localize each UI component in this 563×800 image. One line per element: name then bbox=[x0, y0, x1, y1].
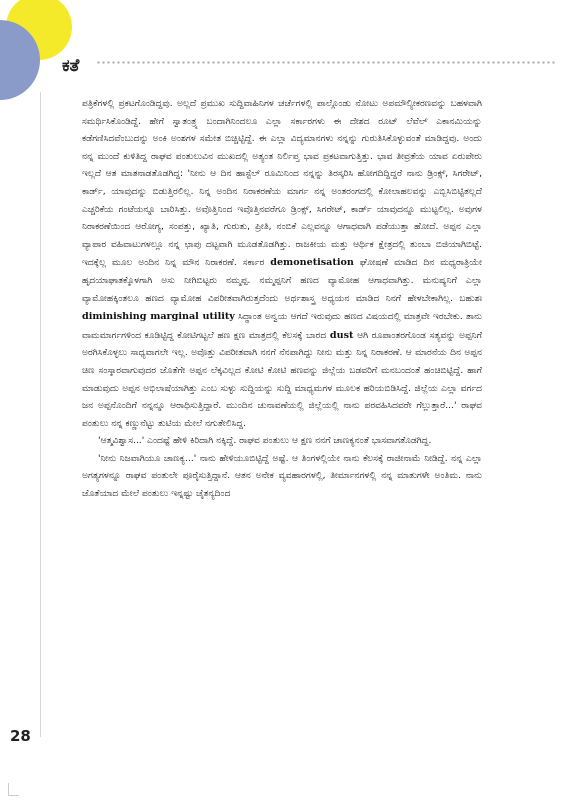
section-title: ಕತೆ bbox=[62, 56, 80, 76]
english-term: diminishing marginal utility bbox=[82, 311, 235, 323]
text-run: ಪತ್ರಿಕೆಗಳಲ್ಲಿ ಪ್ರಕಟಗೊಂಡಿದ್ದವು. ಅಲ್ಲದೆ ಪ್ರಮುಖ ಸುದ್ದಿವಾಹಿನಿಗಳ ಚರ್ಚೆಗಳಲ್ಲಿ ಪಾಲ್ಗೊಂಡು ನೋಟು ಅಪಮೌಲ್ಯೀಕರಣವನ್ನು ಬಹಳವಾಗಿ ಸಮರ್ಥಿಸಿಕೊಂಡಿದ್ದೆ. ಹೇಗೆ ಸ್ವಾತಂತ್ರ್ಯ ಬಂದಾಗಿನಿಂದಲೂ ಎಲ್ಲಾ ಸರ್ಕಾರಗಳು ಈ ದೇಶದ ರೂಟ್ ಲೆವೆಲ್ ಎಕಾನಮಿಯನ್ನು ಕಡೆಗಣಿಸಿದವೆಂಬುದನ್ನು ಅಂಕಿ ಅಂಶಗಳ ಸಮೇತ ಬಿಚ್ಚಿಟ್ಟಿದ್ದೆ. ಈ ಎಲ್ಲಾ ವಿದ್ಯಮಾನಗಳು ನನ್ನನ್ನು ಗುರುತಿಸಿಕೊಳ್ಳುವಂತೆ ಮಾಡಿದ್ದವು. ಅಂದು ನನ್ನ ಮುಂದೆ ಕುಳಿತಿದ್ದ ರಾಘವ ಪಂತುಲುವಿನ ಮುಖದಲ್ಲಿ ಅತ್ಯಂತ ನಿರ್ಲಿಪ್ತ ಭಾವ ಪ್ರಕಟವಾಗುತ್ತಿತ್ತು. ಭಾವ ತೀವ್ರತೆಯ ಯಾವ ಏರುಪೇರು ಇಲ್ಲದೆ ಆತ ಮಾತನಾಡತೊಡಗಿದ್ದ: 'ನೀನು ಆ ದಿನ ಹಾಸ್ಟೆಲ್ ರೂಮಿನಿಂದ ನನ್ನನ್ನು ತಿರಸ್ಕರಿಸಿ ಹೋಗದಿದ್ದಿದ್ದರೆ ನಾನು ಡ್ರಿಂಕ್ಸ್, ಸಿಗರೇಟ್, ಕಾರ್ಡ್, ಯಾವುದನ್ನು ಬಿಡುತ್ತಿರಲಿಲ್ಲ. ನಿನ್ನ ಅಂದಿನ ನಿರಾಕರಣೆಯ ಮಾರ್ಗ ನನ್ನ ಅಂತರಂಗದಲ್ಲಿ ಕೋಲಾಹಲವನ್ನು ಎಬ್ಬಿಸಿಬಿಟ್ಟಿತಲ್ಲದೆ ಎಚ್ಚರಿಕೆಯ ಗಂಟೆಯನ್ನೂ ಬಾರಿಸಿತ್ತು. ಅವೊತ್ತಿನಿಂದ ಇವೊತ್ತಿನವರೆಗೂ ಡ್ರಿಂಕ್ಸ್, ಸಿಗರೇಟ್, ಕಾರ್ಡ್ ಯಾವುದನ್ನೂ ಮುಟ್ಟಲಿಲ್ಲ. ಅವುಗಳ ನಿರಾಕರಣೆಯಿಂದ ಆರೋಗ್ಯ, ಸಂಪತ್ತು, ಖ್ಯಾತಿ, ಗುರುತು, ಪ್ರೀತಿ, ನಂಬಿಕೆ ಎಲ್ಲವನ್ನೂ ಆಗಾಧವಾಗಿ ಪಡೆಯುತ್ತಾ ಹೋದೆ. ಅಪ್ಪನ ಎಲ್ಲಾ ವ್ಯಾಪಾರ ವಹಿವಾಟುಗಳಲ್ಲೂ ನನ್ನ ಛಾಪು ದಟ್ಟವಾಗಿ ಮೂಡತೊಡಗಿತ್ತು. ರಾಜಕೀಯ ಮತ್ತು ಆರ್ಥಿಕ ಕ್ಷೇತ್ರದಲ್ಲಿ ತುಂಬಾ ಬಿಜಿಯಾಗಿಬಿಟ್ಟೆ. ಇದಕ್ಕೆಲ್ಲ ಮೂಲ ಅಂದಿನ ನಿನ್ನ ಮೌನ ನಿರಾಕರಣೆ. ಸರ್ಕಾರ bbox=[82, 99, 482, 269]
text-run: 'ನೀನು ನಿಜವಾಗಿಯೂ ಚಾಣಕ್ಯ...' ನಾನು ಹೇಳಿಯೂಬಿಟ್ಟಿದ್ದೆ ಅಷ್ಟೆ. ಆ ತಿಂಗಳಲ್ಲಿಯೇ ನಾನು ಕೆಲಸಕ್ಕೆ ರಾಜೀನಾಮೆ ನೀಡಿದ್ದೆ. ನನ್ನ ಎಲ್ಲಾ ಅಗತ್ಯಗಳನ್ನೂ ರಾಘವ ಪಂತುಲೇ ಪೂರೈಸುತ್ತಿದ್ದಾನೆ. ಆತನ ಅನೇಕ ವ್ಯವಹಾರಗಳಲ್ಲಿ, ತೀರ್ಮಾನಗಳಲ್ಲಿ ನನ್ನ ಮಾತುಗಳೇ ಅಂತಿಮ. ನಾನು ಜೊತೆಯಾದ ಮೇಲೆ ಪಂತುಲು ಇನ್ನಷ್ಟು ಚೈತನ್ಯದಿಂದ bbox=[82, 453, 482, 500]
paragraph bbox=[82, 433, 482, 451]
english-term: demonetisation bbox=[270, 257, 354, 269]
paragraph bbox=[82, 451, 482, 504]
text-run: ಆಗಿ ರೂಪಾಂತರಗೊಂಡ ಸತ್ಯವನ್ನು ಅಪ್ಪನಿಗೆ ಅರಗಿಸಿಕೊಳ್ಳಲು ಸಾಧ್ಯವಾಗಲೇ ಇಲ್ಲ. ಅವೊತ್ತು ವಿಪರೀತವಾಗಿ ನನಗೆ ನೆನಪಾಗಿದ್ದು ನೀನು ಮತ್ತು ನಿನ್ನ ನಿರಾಕರಣೆ. ಆ ಮಾರನೆಯ ದಿನ ಅಪ್ಪನ ಚಿಣ ಸಂಸ್ಕಾರವಾಗುವುದರ ಜೊತೆಗೇ ಅಪ್ಪನ ಲೆಕ್ಕವಿಲ್ಲದ ಕೋಟಿ ಕೋಟಿ ಹಣವನ್ನು ಜಿಲ್ಲೆಯ ಬಡವರಿಗೆ ಮನಬಂದಂತೆ ಹಂಚಿಬಿಟ್ಟಿದ್ದೆ. ಹಾಗೆ ಮಾಡುವುದು ಅಪ್ಪನ ಅಭಿಲಾಷೆಯಾಗಿತ್ತು ಎಂಬ ಸುಳ್ಳು ಸುದ್ದಿಯನ್ನು ಸುದ್ದಿ ಮಾಧ್ಯಮಗಳ ಮೂಲಕ ಹರಿಯಬಿಡಿಸಿದ್ದೆ. ಜಿಲ್ಲೆಯ ಎಲ್ಲಾ ವರ್ಗದ ಜನ ಅಪ್ಪನೊಂದಿಗೆ ನನ್ನನ್ನೂ ಆರಾಧಿಸುತ್ತಿದ್ದಾರೆ. ಮುಂದಿನ ಚುನಾವಣೆಯಲ್ಲಿ ಜಿಲ್ಲೆಯಲ್ಲಿ ನಾನು ಪರವಹಿಸಿದವರೇ ಗೆಲ್ಲುತ್ತಾರೆ...' ರಾಘವ ಪಂತುಲು ನನ್ನ ಕಣ್ಣುನೆಟ್ಟು ತುಟಿಯ ಮೇಲೆ ನಗುತೇಲಿಸಿದ್ದ. bbox=[82, 330, 482, 429]
english-term: dust bbox=[329, 329, 354, 341]
page-number: 28 bbox=[10, 727, 31, 745]
header-dotted-rule bbox=[96, 61, 557, 64]
text-run: 'ಆತ್ಮವಿಶ್ವಾಸ...' ಎಂದಷ್ಟೆ ಹೇಳಿ ಕಿರಿದಾಗಿ ನಕ್ಕಿದ್ದೆ. ರಾಘವ ಪಂತುಲು ಆ ಕ್ಷಣ ನನಗೆ ಚಾಣಕ್ಯನಂತೆ ಭಾಸವಾಗತೊಡಗಿದ್ದ. bbox=[98, 436, 432, 447]
margin-rule bbox=[40, 92, 41, 737]
text-run: ಘೋಷಣೆ ಮಾಡಿದ ದಿನ ಮಧ್ಯರಾತ್ರಿಯೇ ಹೃದಯಾಘಾತಕ್ಕೊಳಗಾಗಿ ಅಸು ನೀಗಿಬಿಟ್ಟರು ನಮ್ಮಪ್ಪ. ನಮ್ಮಪ್ಪನಿಗೆ ಹಣದ ವ್ಯಾಮೋಹ ಆಗಾಧವಾಗಿತ್ತು. ಮನುಷ್ಯನಿಗೆ ಎಲ್ಲಾ ವ್ಯಾಮೋಹಕ್ಕಿಂತಲೂ ಹಣದ ವ್ಯಾಮೋಹ ವಿಪರೀತವಾಗಿರುತ್ತದೆಂದು ಅರ್ಥಶಾಸ್ತ್ರ ಅಧ್ಯಯನ ಮಾಡಿದ ನಿನಗೆ ಹೇಳಬೇಕಾಗಿಲ್ಲ. ಬಹುಶಃ bbox=[82, 258, 482, 304]
paragraph bbox=[82, 96, 482, 433]
text-run: ಸಿದ್ಧಾಂತ ಅನ್ವಯ ಆಗದೆ ಇರುವುದು ಹಣದ ವಿಷಯದಲ್ಲಿ ಮಾತ್ರವೇ ಇರಬೇಕು. ತಾನು ವಾಮಮಾರ್ಗಗಳಿಂದ ಕೂಡಿಟ್ಟಿದ್ದ ಕೋಟಿಗಟ್ಟಲೆ ಹಣ ಕ್ಷಣ ಮಾತ್ರದಲ್ಲಿ ಕೆಲಸಕ್ಕೆ ಬಾರದ bbox=[82, 312, 482, 341]
crop-mark bbox=[8, 783, 19, 796]
story-body bbox=[82, 96, 482, 504]
